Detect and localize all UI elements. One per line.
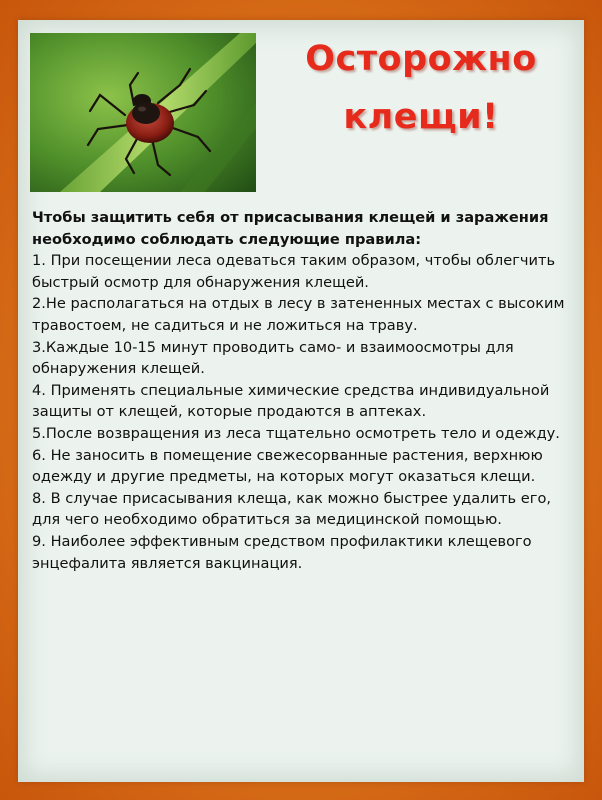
rule-item: 6. Не заносить в помещение свежесорванные растения, верхнюю одежду и другие предметы, на которых могут оказаться клещи.	[32, 446, 543, 486]
tick-on-grass-photo	[30, 33, 256, 192]
rule-item: 3.Каждые 10-15 минут проводить само- и взаимоосмотры для обнаружения клещей.	[32, 338, 514, 378]
poster-title	[262, 30, 580, 146]
rule-item: 8. В случае присасывания клеща, как можно быстрее удалить его, для чего необходимо обратиться за медицинской помощью.	[32, 489, 552, 529]
rule-item: 4. Применять специальные химические средства индивидуальной защиты от клещей, которые продаются в аптеках.	[32, 381, 550, 421]
rule-item: 1. При посещении леса одеваться таким образом, чтобы облегчить быстрый осмотр для обнаружения клещей.	[32, 252, 556, 291]
rules-text	[32, 207, 572, 574]
title-line-2: клещи!	[343, 97, 499, 137]
intro-text: Чтобы защитить себя от присасывания клещей и заражения необходимо соблюдать следующие правила:	[32, 209, 549, 248]
rule-item: 5.После возвращения из леса тщательно осмотреть тело и одежду.	[32, 424, 560, 442]
title-line-1: Осторожно	[305, 39, 537, 79]
rule-item: 2.Не располагаться на отдых в лесу в затененных местах с высоким травостоем, не садиться и не ложиться на траву.	[32, 295, 565, 334]
rule-item: 9. Наиболее эффективным средством профилактики клещевого энцефалита является вакцинация.	[32, 532, 532, 572]
